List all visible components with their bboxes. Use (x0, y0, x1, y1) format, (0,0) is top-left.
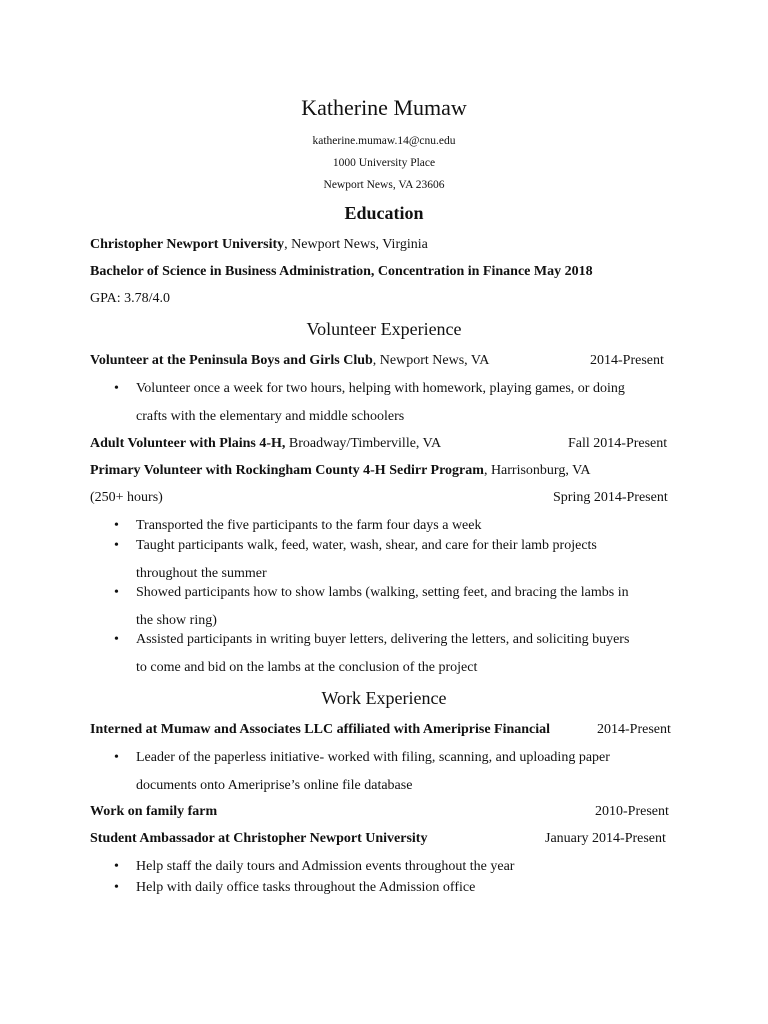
work-entry-2-role: Work on family farm (90, 804, 218, 819)
volunteer-entry-2-role: Adult Volunteer with Plains 4-H, (90, 436, 286, 451)
work-entry-2-dates: 2010-Present (595, 804, 669, 819)
bullet-icon: • (114, 880, 119, 895)
contact-email: katherine.mumaw.14@cnu.edu (312, 135, 456, 147)
volunteer-entry-3-bullet-3: Showed participants how to show lambs (walking, setting feet, and bracing the lambs in (136, 585, 629, 600)
bullet-icon: • (114, 632, 119, 647)
volunteer-entry-1-location: , Newport News, VA (372, 353, 490, 368)
volunteer-entry-3-hours: (250+ hours) (90, 490, 163, 505)
education-heading: Education (344, 203, 424, 223)
volunteer-entry-3-bullet-3-cont: the show ring) (136, 613, 217, 628)
education-gpa: GPA: 3.78/4.0 (90, 291, 171, 306)
work-entry-1-bullet-1: Leader of the paperless initiative- worked with filing, scanning, and uploading paper (136, 750, 610, 765)
volunteer-entry-2-location: Broadway/Timberville, VA (285, 436, 442, 451)
volunteer-entry-3-role: Primary Volunteer with Rockingham County 4-H Sedirr Program (90, 463, 484, 478)
volunteer-entry-3-bullet-2: Taught participants walk, feed, water, wash, shear, and care for their lamb projects (136, 538, 597, 553)
volunteer-entry-3-line (90, 462, 680, 480)
bullet-icon: • (114, 381, 119, 396)
work-entry-2-line (90, 803, 680, 821)
resume-name: Katherine Mumaw (301, 95, 467, 120)
work-entry-3-dates: January 2014-Present (545, 831, 666, 846)
volunteer-entry-3-bullet-2-cont: throughout the summer (136, 566, 267, 581)
work-heading: Work Experience (321, 688, 447, 708)
work-entry-1-line (90, 721, 680, 739)
work-entry-3-bullet-1: Help staff the daily tours and Admission events throughout the year (136, 859, 515, 874)
volunteer-entry-3-dates: Spring 2014-Present (553, 490, 668, 505)
work-entry-1-dates: 2014-Present (597, 722, 671, 737)
bullet-icon: • (114, 750, 119, 765)
contact-address-line2: Newport News, VA 23606 (323, 179, 445, 191)
volunteer-entry-1-bullet-1: Volunteer once a week for two hours, helping with homework, playing games, or doing (136, 381, 625, 396)
bullet-icon: • (114, 538, 119, 553)
volunteer-entry-3-bullet-1: Transported the five participants to the farm four days a week (136, 518, 482, 533)
volunteer-entry-3-bullet-4-cont: to come and bid on the lambs at the conclusion of the project (136, 660, 478, 675)
volunteer-heading: Volunteer Experience (306, 319, 462, 339)
bullet-icon: • (114, 859, 119, 874)
education-degree: Bachelor of Science in Business Administration, Concentration in Finance May 2018 (90, 264, 593, 279)
volunteer-entry-1-role: Volunteer at the Peninsula Boys and Girls Club (90, 353, 373, 368)
volunteer-entry-2-dates: Fall 2014-Present (568, 436, 668, 451)
education-school-line (90, 236, 680, 254)
volunteer-entry-1-dates: 2014-Present (590, 353, 664, 368)
bullet-icon: • (114, 518, 119, 533)
education-school-location: , Newport News, Virginia (284, 237, 428, 252)
education-degree-line (90, 263, 680, 281)
contact-address-line1: 1000 University Place (332, 157, 436, 169)
work-entry-1-bullet-1-cont: documents onto Ameriprise’s online file database (136, 778, 413, 793)
volunteer-entry-3-bullet-4: Assisted participants in writing buyer letters, delivering the letters, and soliciting buyers (136, 632, 630, 647)
education-school: Christopher Newport University (90, 237, 285, 252)
bullet-icon: • (114, 585, 119, 600)
work-entry-1-role: Interned at Mumaw and Associates LLC affiliated with Ameriprise Financial (90, 722, 551, 737)
volunteer-entry-1-bullet-1-cont: crafts with the elementary and middle schoolers (136, 409, 405, 424)
work-entry-3-role: Student Ambassador at Christopher Newport University (90, 831, 428, 846)
work-entry-3-bullet-2: Help with daily office tasks throughout the Admission office (136, 880, 476, 895)
volunteer-entry-3-location: , Harrisonburg, VA (483, 463, 591, 478)
